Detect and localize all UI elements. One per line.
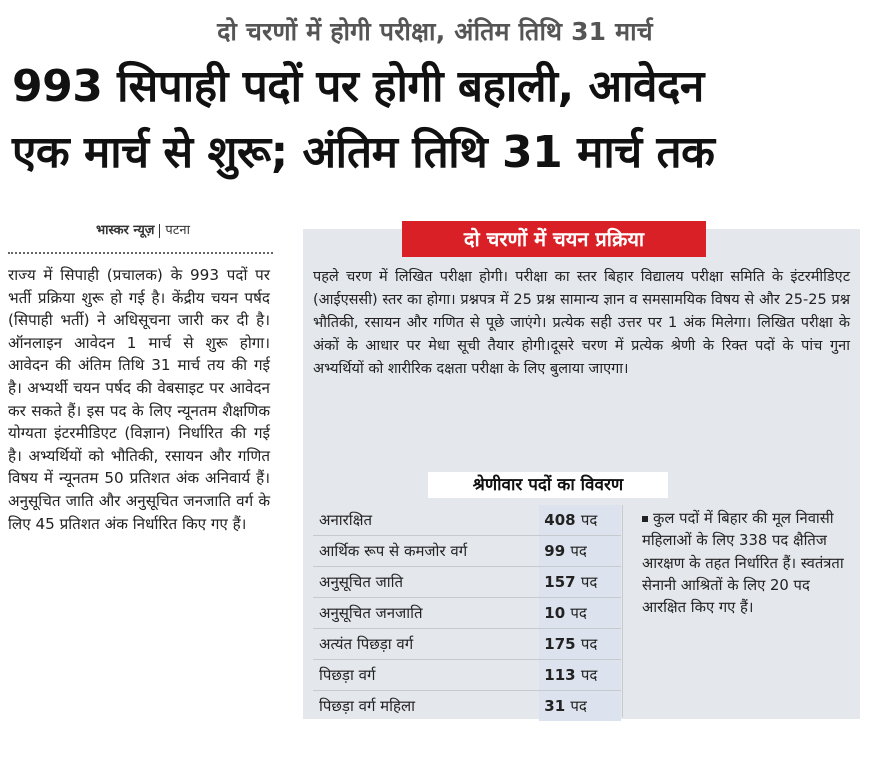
table-row <box>313 660 621 691</box>
dotted-divider <box>8 252 273 254</box>
table-row <box>313 629 621 660</box>
posts-table <box>313 505 621 721</box>
category-cell: अत्यंत पिछड़ा वर्ग <box>319 635 414 653</box>
count-unit: पद <box>580 666 598 684</box>
count-cell <box>539 536 621 567</box>
count-value: 175 <box>544 635 576 653</box>
main-headline <box>12 54 862 186</box>
reservation-note-text: कुल पदों में बिहार की मूल निवासी महिलाओं के लिए 338 पद क्षैतिज आरक्षण के तहत निर्धारित हैं। स्वतंत्रता सेनानी आश्रितों के लिए 20 पद आरक्षित किए गए हैं। <box>642 510 844 617</box>
kicker-headline: दो चरणों में होगी परीक्षा, अंतिम तिथि 31 मार्च <box>217 17 653 46</box>
table-row <box>313 505 621 536</box>
count-unit: पद <box>580 573 598 591</box>
count-cell <box>539 505 621 536</box>
category-cell: अनुसूचित जनजाति <box>319 604 423 622</box>
headline-line-1: 993 सिपाही पदों पर होगी बहाली, आवेदन <box>12 61 704 112</box>
selection-intro <box>313 266 850 381</box>
count-unit: पद <box>580 511 598 529</box>
count-cell <box>539 567 621 598</box>
category-cell: अनारक्षित <box>319 511 372 529</box>
table-row <box>313 567 621 598</box>
count-value: 31 <box>544 697 566 715</box>
selection-ribbon: दो चरणों में चयन प्रक्रिया <box>402 221 706 257</box>
count-unit: पद <box>570 697 587 715</box>
table-divider <box>622 505 623 717</box>
headline-line-2: एक मार्च से शुरू; अंतिम तिथि 31 मार्च तक <box>12 127 715 178</box>
byline-source: भास्कर न्यूज़ <box>96 223 155 238</box>
count-value: 157 <box>544 573 576 591</box>
count-value: 10 <box>544 604 566 622</box>
count-cell <box>539 660 621 691</box>
category-cell: आर्थिक रूप से कमजोर वर्ग <box>319 542 468 560</box>
byline-city: पटना <box>165 223 190 238</box>
byline-separator <box>159 224 160 238</box>
count-value: 113 <box>544 666 576 684</box>
count-cell <box>539 629 621 660</box>
table-row <box>313 598 621 629</box>
category-cell: पिछड़ा वर्ग <box>319 666 376 684</box>
count-unit: पद <box>580 635 598 653</box>
table-heading: श्रेणीवार पदों का विवरण <box>428 472 668 498</box>
reservation-note <box>642 508 847 619</box>
count-value: 99 <box>544 542 566 560</box>
table-row <box>313 536 621 567</box>
count-value: 408 <box>544 511 576 529</box>
category-cell: अनुसूचित जाति <box>319 573 404 591</box>
byline <box>96 220 190 238</box>
article-body <box>8 264 270 535</box>
table-row <box>313 691 621 722</box>
category-cell: पिछड़ा वर्ग महिला <box>319 697 416 715</box>
selection-intro-text: पहले चरण में लिखित परीक्षा होगी। परीक्षा का स्तर बिहार विद्यालय परीक्षा समिति के इंटरमीडिएट (आईएससी) स्तर का होगा। प्रश्नपत्र में 25 प्रश्न सामान्य ज्ञान व समसामयिक विषय से और 25-25 प्रश्न भौतिकी, रसायन और गणित से पूछे जाएंगे। प्रत्येक सही उत्तर पर 1 अंक मिलेगा। लिखित परीक्षा के अंकों के आधार पर मेधा सूची तैयार होगी।दूसरे चरण में प्रत्येक श्रेणी के रिक्त पदों के पांच गुना अभ्यर्थियों को शारीरिक दक्षता परीक्षा के लिए बुलाया जाएगा। <box>313 269 850 377</box>
count-unit: पद <box>570 604 587 622</box>
body-paragraph: राज्य में सिपाही (प्रचालक) के 993 पदों पर भर्ती प्रक्रिया शुरू हो गई है। केंद्रीय चयन पर्षद (सिपाही भर्ती) ने अधिसूचना जारी कर दी है। ऑनलाइन आवेदन 1 मार्च से शुरू होगा। आवेदन की अंतिम तिथि 31 मार्च तय की गई है। अभ्यर्थी चयन पर्षद की वेबसाइट पर आवेदन कर सकते हैं। इस पद के लिए न्यूनतम शैक्षणिक योग्यता इंटरमीडिएट (विज्ञान) निर्धारित की गई है। अभ्यर्थियों को भौतिकी, रसायन और गणित विषय में न्यूनतम 50 प्रतिशत अंक अनिवार्य हैं। अनुसूचित जाति और अनुसूचित जनजाति वर्ग के लिए 45 प्रतिशत अंक निर्धारित किए गए हैं। <box>8 266 270 533</box>
count-unit: पद <box>570 542 587 560</box>
count-cell <box>539 598 621 629</box>
bullet-square-icon <box>642 516 648 522</box>
count-cell <box>539 691 621 722</box>
